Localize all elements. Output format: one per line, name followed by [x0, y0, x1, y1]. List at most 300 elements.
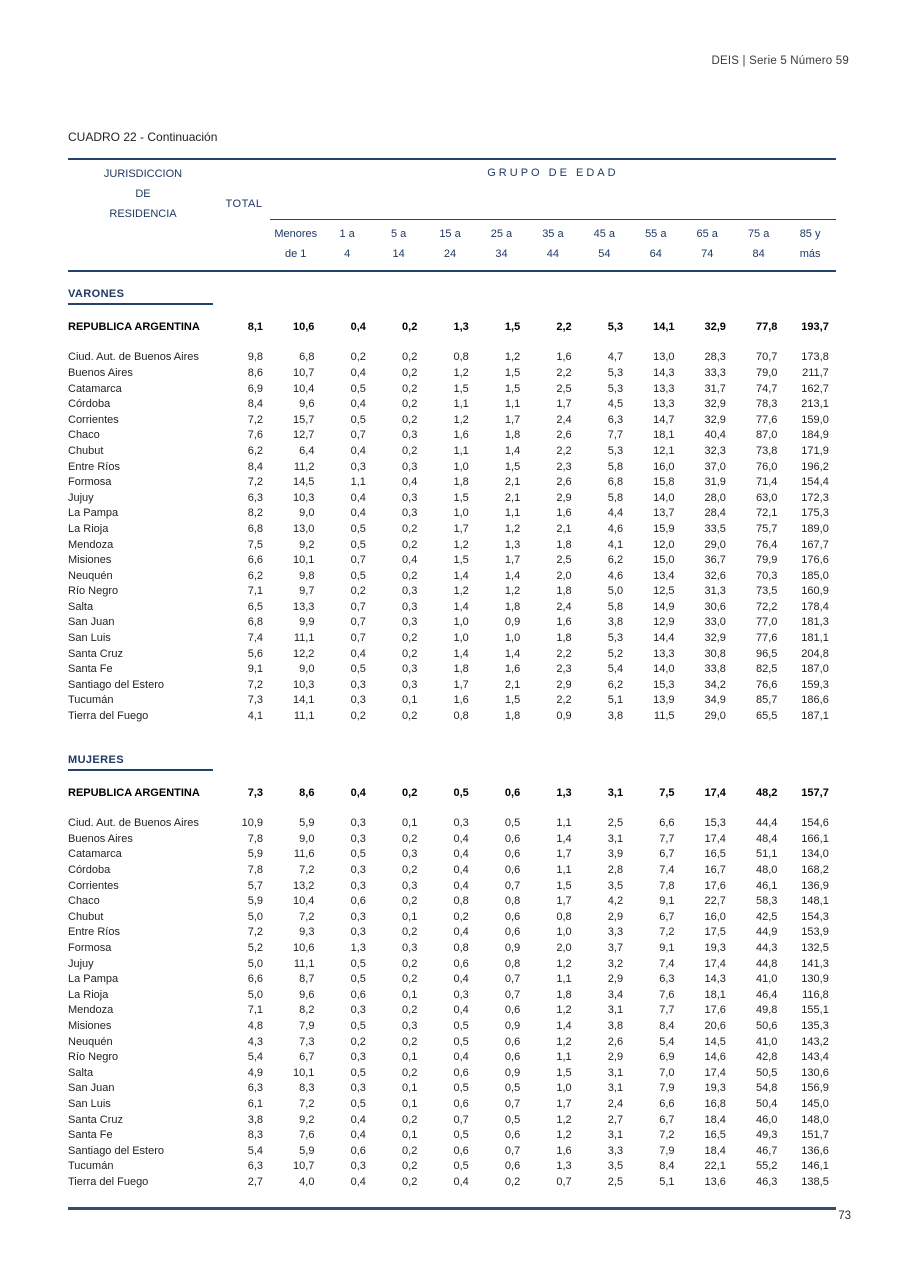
value-cell: 7,7 [607, 429, 624, 442]
value-cell: 9,7 [299, 585, 315, 598]
value-cell: 0,6 [504, 1051, 521, 1064]
value-cell: 15,3 [704, 817, 726, 830]
jurisdiction-name: Formosa [68, 941, 112, 954]
value-cell: 9,1 [247, 663, 263, 676]
value-cell: 2,0 [556, 569, 572, 582]
value-cell: 6,3 [247, 491, 263, 504]
value-cell: 7,2 [299, 910, 315, 923]
jurisdiction-name: Misiones [68, 1019, 112, 1032]
table-row [68, 630, 836, 646]
value-cell: 7,0 [659, 1066, 675, 1079]
value-cell: 0,1 [402, 1129, 418, 1142]
table-row [68, 971, 836, 987]
value-cell: 0,5 [350, 1097, 366, 1110]
value-cell: 2,1 [504, 678, 521, 691]
value-cell: 16,5 [704, 848, 726, 861]
value-cell: 16,5 [704, 1129, 726, 1142]
value-cell: 2,3 [556, 460, 572, 473]
value-cell: 7,6 [247, 429, 263, 442]
value-cell: 0,2 [402, 569, 418, 582]
jurisdiction-name: San Juan [68, 1082, 115, 1095]
value-cell: 17,4 [704, 1066, 726, 1079]
value-cell: 159,0 [801, 413, 829, 426]
value-cell: 7,8 [247, 864, 263, 877]
value-cell: 15,0 [653, 554, 675, 567]
value-cell: 6,2 [607, 554, 624, 567]
running-header [711, 55, 849, 67]
jurisdiction-name: Córdoba [68, 864, 111, 877]
value-cell: 0,1 [402, 910, 418, 923]
value-cell: 9,2 [299, 538, 315, 551]
value-cell: 134,0 [801, 848, 829, 861]
value-cell: 13,3 [653, 398, 675, 411]
value-cell: 0,4 [453, 832, 469, 845]
value-cell: 28,4 [704, 507, 726, 520]
value-cell: 6,2 [247, 569, 263, 582]
value-cell: 5,0 [247, 988, 263, 1001]
table-row [68, 987, 836, 1003]
value-cell: 0,4 [350, 507, 366, 520]
value-cell: 0,9 [504, 1066, 521, 1079]
value-cell: 12,1 [653, 444, 675, 457]
value-cell: 40,4 [704, 429, 726, 442]
value-cell: 0,6 [504, 1035, 521, 1048]
value-cell: 1,5 [453, 554, 469, 567]
value-cell: 1,6 [556, 1144, 572, 1157]
value-cell: 0,6 [350, 1144, 366, 1157]
value-cell: 13,3 [293, 600, 315, 613]
value-cell: 181,1 [801, 632, 829, 645]
value-cell: 1,5 [504, 694, 521, 707]
value-cell: 1,7 [504, 413, 521, 426]
jurisdiction-header-line2: DE [135, 188, 151, 200]
value-cell: 16,0 [653, 460, 675, 473]
value-cell: 31,9 [704, 476, 726, 489]
value-cell: 7,8 [659, 879, 675, 892]
jurisdiction-name: Chaco [68, 895, 100, 908]
value-cell: 0,3 [350, 1082, 366, 1095]
jurisdiction-name: Salta [68, 600, 94, 613]
value-cell: 6,3 [659, 973, 675, 986]
value-cell: 0,4 [453, 926, 469, 939]
value-cell: 28,3 [704, 351, 726, 364]
value-cell: 2,8 [607, 864, 624, 877]
value-cell: 151,7 [801, 1129, 829, 1142]
value-cell: 1,6 [556, 616, 572, 629]
value-cell: 9,9 [299, 616, 315, 629]
value-cell: 31,3 [704, 585, 726, 598]
value-cell: 3,1 [607, 1066, 624, 1079]
table-row [68, 506, 836, 522]
value-cell: 0,4 [350, 491, 366, 504]
value-cell: 7,2 [299, 1097, 315, 1110]
value-cell: 13,0 [653, 351, 675, 364]
age-col-label-top: 45 a [593, 228, 616, 240]
value-cell: 1,8 [556, 585, 572, 598]
value-cell: 0,3 [350, 817, 366, 830]
table-row [68, 708, 836, 724]
value-cell: 0,5 [453, 1082, 469, 1095]
value-cell: 1,5 [504, 320, 521, 333]
value-cell: 0,1 [402, 817, 418, 830]
value-cell: 0,7 [350, 632, 366, 645]
value-cell: 0,5 [350, 538, 366, 551]
value-cell: 0,2 [350, 585, 366, 598]
value-cell: 12,9 [653, 616, 675, 629]
value-cell: 0,3 [350, 678, 366, 691]
value-cell: 48,0 [755, 864, 778, 877]
value-cell: 14,0 [653, 663, 675, 676]
value-cell: 7,1 [247, 585, 263, 598]
value-cell: 48,4 [755, 832, 778, 845]
value-cell: 1,8 [453, 663, 469, 676]
age-col-label-top: 1 a [339, 228, 355, 240]
value-cell: 58,3 [755, 895, 778, 908]
value-cell: 72,2 [755, 600, 778, 613]
value-cell: 33,0 [704, 616, 726, 629]
value-cell: 32,9 [704, 632, 726, 645]
value-cell: 0,5 [350, 1019, 366, 1032]
value-cell: 14,0 [653, 491, 675, 504]
value-cell: 0,6 [504, 864, 521, 877]
value-cell: 1,0 [556, 1082, 572, 1095]
value-cell: 5,1 [607, 694, 624, 707]
value-cell: 136,9 [801, 879, 829, 892]
value-cell: 0,4 [453, 1051, 469, 1064]
value-cell: 14,3 [653, 366, 675, 379]
value-cell: 1,2 [453, 538, 469, 551]
value-cell: 0,8 [504, 895, 521, 908]
value-cell: 154,6 [801, 817, 829, 830]
jurisdiction-name: Mendoza [68, 538, 114, 551]
value-cell: 5,3 [607, 366, 624, 379]
value-cell: 9,8 [247, 351, 263, 364]
value-cell: 7,4 [659, 864, 675, 877]
value-cell: 2,4 [556, 413, 572, 426]
value-cell: 213,1 [801, 398, 829, 411]
value-cell: 1,5 [453, 491, 469, 504]
value-cell: 1,1 [504, 398, 521, 411]
value-cell: 1,1 [556, 1051, 572, 1064]
value-cell: 7,2 [659, 926, 675, 939]
table-row [68, 1081, 836, 1097]
value-cell: 12,5 [653, 585, 675, 598]
value-cell: 1,0 [453, 507, 469, 520]
value-cell: 8,4 [247, 398, 263, 411]
value-cell: 42,5 [755, 910, 778, 923]
value-cell: 9,6 [299, 988, 315, 1001]
jurisdiction-header-line1: JURISDICCION [103, 168, 183, 180]
value-cell: 0,7 [556, 1175, 572, 1188]
table-row [68, 1065, 836, 1081]
value-cell: 5,8 [607, 491, 624, 504]
age-col-label-top: 5 a [390, 228, 407, 240]
value-cell: 0,8 [453, 710, 469, 723]
value-cell: 167,7 [801, 538, 829, 551]
value-cell: 2,6 [607, 1035, 624, 1048]
value-cell: 0,2 [402, 973, 418, 986]
value-cell: 1,0 [504, 632, 521, 645]
value-cell: 0,7 [504, 1097, 521, 1110]
value-cell: 0,3 [402, 678, 418, 691]
value-cell: 48,2 [755, 786, 778, 799]
value-cell: 1,7 [453, 678, 469, 691]
value-cell: 7,9 [299, 1019, 315, 1032]
value-cell: 1,5 [504, 460, 521, 473]
value-cell: 5,8 [607, 600, 624, 613]
value-cell: 8,3 [299, 1082, 315, 1095]
value-cell: 6,7 [659, 1113, 675, 1126]
value-cell: 3,7 [607, 941, 624, 954]
value-cell: 34,9 [704, 694, 726, 707]
jurisdiction-name: La Pampa [68, 507, 119, 520]
value-cell: 0,2 [350, 710, 366, 723]
jurisdiction-name: Río Negro [68, 585, 119, 598]
value-cell: 0,5 [350, 973, 366, 986]
value-cell: 79,0 [755, 366, 778, 379]
value-cell: 5,4 [659, 1035, 675, 1048]
value-cell: 1,2 [453, 366, 469, 379]
section-label-mujeres: MUJERES [68, 754, 213, 771]
value-cell: 7,3 [247, 694, 263, 707]
value-cell: 0,2 [402, 647, 418, 660]
value-cell: 14,5 [704, 1035, 726, 1048]
table-row [68, 847, 836, 863]
value-cell: 44,4 [755, 817, 778, 830]
value-cell: 3,1 [607, 786, 624, 799]
value-cell: 63,0 [755, 491, 778, 504]
value-cell: 0,2 [402, 351, 418, 364]
value-cell: 6,5 [247, 600, 263, 613]
value-cell: 6,8 [299, 351, 315, 364]
value-cell: 13,9 [653, 694, 675, 707]
value-cell: 7,2 [247, 413, 263, 426]
value-cell: 185,0 [801, 569, 829, 582]
value-cell: 0,6 [453, 1144, 469, 1157]
value-cell: 0,9 [504, 1019, 521, 1032]
value-cell: 1,1 [556, 973, 572, 986]
jurisdiction-name: La Rioja [68, 522, 109, 535]
value-cell: 32,9 [704, 398, 726, 411]
value-cell: 130,9 [801, 973, 829, 986]
section-label-varones: VARONES [68, 288, 213, 305]
value-cell: 2,1 [504, 491, 521, 504]
value-cell: 0,3 [350, 1160, 366, 1173]
value-cell: 13,2 [293, 879, 315, 892]
value-cell: 1,1 [556, 817, 572, 830]
value-cell: 0,3 [350, 879, 366, 892]
value-cell: 0,6 [504, 1129, 521, 1142]
value-cell: 7,2 [247, 678, 263, 691]
value-cell: 1,4 [556, 832, 572, 845]
value-cell: 1,2 [556, 1004, 572, 1017]
value-cell: 41,0 [755, 973, 778, 986]
value-cell: 1,8 [504, 710, 521, 723]
age-col-label-bottom: de 1 [285, 248, 307, 260]
value-cell: 7,4 [247, 632, 263, 645]
value-cell: 7,5 [659, 786, 675, 799]
value-cell: 71,4 [755, 476, 778, 489]
value-cell: 1,2 [504, 522, 521, 535]
value-cell: 6,9 [247, 382, 263, 395]
jurisdiction-name: Catamarca [68, 382, 122, 395]
value-cell: 0,6 [453, 1066, 469, 1079]
value-cell: 3,1 [607, 832, 624, 845]
value-cell: 30,6 [704, 600, 726, 613]
value-cell: 42,8 [755, 1051, 778, 1064]
value-cell: 0,3 [402, 616, 418, 629]
value-cell: 0,3 [350, 460, 366, 473]
value-cell: 0,1 [402, 1051, 418, 1064]
value-cell: 14,4 [653, 632, 675, 645]
value-cell: 0,3 [350, 910, 366, 923]
value-cell: 154,3 [801, 910, 829, 923]
jurisdiction-name: La Rioja [68, 988, 109, 1001]
value-cell: 55,2 [755, 1160, 778, 1173]
value-cell: 36,7 [704, 554, 726, 567]
total-column-header: TOTAL [225, 198, 263, 210]
value-cell: 166,1 [801, 832, 829, 845]
age-col-label-top: 35 a [542, 228, 564, 240]
value-cell: 0,2 [402, 1160, 418, 1173]
value-cell: 0,9 [504, 616, 521, 629]
value-cell: 5,1 [659, 1175, 675, 1188]
age-col-label-bottom: 24 [443, 248, 457, 260]
value-cell: 1,2 [556, 957, 572, 970]
value-cell: 1,4 [504, 444, 521, 457]
value-cell: 1,1 [504, 507, 521, 520]
jurisdiction-column-header [68, 164, 218, 224]
value-cell: 0,5 [350, 663, 366, 676]
value-cell: 1,2 [453, 585, 469, 598]
value-cell: 0,3 [402, 941, 418, 954]
value-cell: 20,6 [704, 1019, 726, 1032]
table-row [68, 878, 836, 894]
value-cell: 50,5 [755, 1066, 778, 1079]
value-cell: 2,2 [556, 647, 572, 660]
value-cell: 0,7 [504, 988, 521, 1001]
value-cell: 5,3 [607, 320, 624, 333]
age-col-label-bottom: más [799, 248, 821, 260]
value-cell: 17,4 [704, 786, 726, 799]
value-cell: 3,5 [607, 879, 624, 892]
value-cell: 2,3 [556, 663, 572, 676]
table-row [68, 1159, 836, 1175]
value-cell: 0,4 [453, 879, 469, 892]
value-cell: 0,2 [402, 320, 418, 333]
value-cell: 1,6 [556, 507, 572, 520]
jurisdiction-name: Chaco [68, 429, 100, 442]
value-cell: 0,7 [350, 616, 366, 629]
age-col-label-bottom: 54 [598, 248, 611, 260]
value-cell: 0,3 [402, 663, 418, 676]
value-cell: 5,9 [247, 848, 263, 861]
table-row [68, 940, 836, 956]
value-cell: 32,9 [704, 413, 726, 426]
value-cell: 0,3 [402, 429, 418, 442]
value-cell: 1,6 [556, 351, 572, 364]
value-cell: 0,7 [504, 1144, 521, 1157]
value-cell: 3,8 [607, 710, 624, 723]
value-cell: 0,3 [402, 848, 418, 861]
value-cell: 0,6 [504, 848, 521, 861]
value-cell: 29,0 [704, 710, 726, 723]
value-cell: 1,3 [556, 786, 572, 799]
value-cell: 1,5 [556, 1066, 572, 1079]
value-cell: 77,0 [755, 616, 778, 629]
value-cell: 3,8 [607, 1019, 624, 1032]
value-cell: 0,3 [402, 491, 418, 504]
table-row [68, 1174, 836, 1190]
value-cell: 0,4 [402, 476, 418, 489]
jurisdiction-name: Tucumán [68, 1160, 114, 1173]
value-cell: 44,8 [755, 957, 778, 970]
value-cell: 186,6 [801, 694, 829, 707]
value-cell: 4,5 [607, 398, 624, 411]
value-cell: 0,5 [504, 817, 521, 830]
age-col-label-top: 65 a [696, 228, 718, 240]
value-cell: 9,2 [299, 1113, 315, 1126]
value-cell: 1,8 [504, 600, 521, 613]
jurisdiction-name: Misiones [68, 554, 112, 567]
value-cell: 72,1 [755, 507, 778, 520]
value-cell: 33,3 [704, 366, 726, 379]
value-cell: 1,8 [556, 538, 572, 551]
value-cell: 5,7 [247, 879, 263, 892]
value-cell: 0,2 [402, 444, 418, 457]
statistics-table [68, 158, 836, 1210]
value-cell: 4,3 [247, 1035, 263, 1048]
value-cell: 0,4 [350, 398, 366, 411]
value-cell: 8,4 [659, 1160, 675, 1173]
value-cell: 0,5 [453, 786, 469, 799]
jurisdiction-name: Salta [68, 1066, 94, 1079]
value-cell: 0,2 [402, 538, 418, 551]
value-cell: 17,6 [704, 1004, 726, 1017]
value-cell: 1,1 [453, 398, 469, 411]
value-cell: 0,5 [350, 413, 366, 426]
value-cell: 44,9 [755, 926, 778, 939]
value-cell: 2,4 [556, 600, 572, 613]
jurisdiction-name: Entre Ríos [68, 460, 120, 473]
jurisdiction-name: Santiago del Estero [68, 678, 165, 691]
value-cell: 0,6 [350, 895, 366, 908]
jurisdiction-name: Buenos Aires [68, 366, 133, 379]
jurisdiction-name: REPUBLICA ARGENTINA [68, 320, 200, 333]
value-cell: 11,2 [293, 460, 315, 473]
value-cell: 8,2 [247, 507, 263, 520]
jurisdiction-name: Ciud. Aut. de Buenos Aires [68, 351, 199, 364]
value-cell: 187,1 [801, 710, 829, 723]
value-cell: 13,3 [653, 382, 675, 395]
value-cell: 0,5 [350, 569, 366, 582]
jurisdiction-name: Santa Fe [68, 1129, 113, 1142]
value-cell: 2,7 [247, 1175, 263, 1188]
value-cell: 1,0 [453, 632, 469, 645]
value-cell: 4,1 [607, 538, 624, 551]
value-cell: 178,4 [801, 600, 829, 613]
value-cell: 2,2 [556, 366, 572, 379]
value-cell: 2,9 [607, 973, 624, 986]
value-cell: 0,2 [402, 1035, 418, 1048]
table-row [68, 599, 836, 615]
value-cell: 6,8 [247, 522, 263, 535]
value-cell: 0,2 [402, 895, 418, 908]
value-cell: 7,2 [299, 864, 315, 877]
jurisdiction-name: Formosa [68, 476, 112, 489]
value-cell: 6,8 [247, 616, 263, 629]
value-cell: 79,9 [755, 554, 778, 567]
